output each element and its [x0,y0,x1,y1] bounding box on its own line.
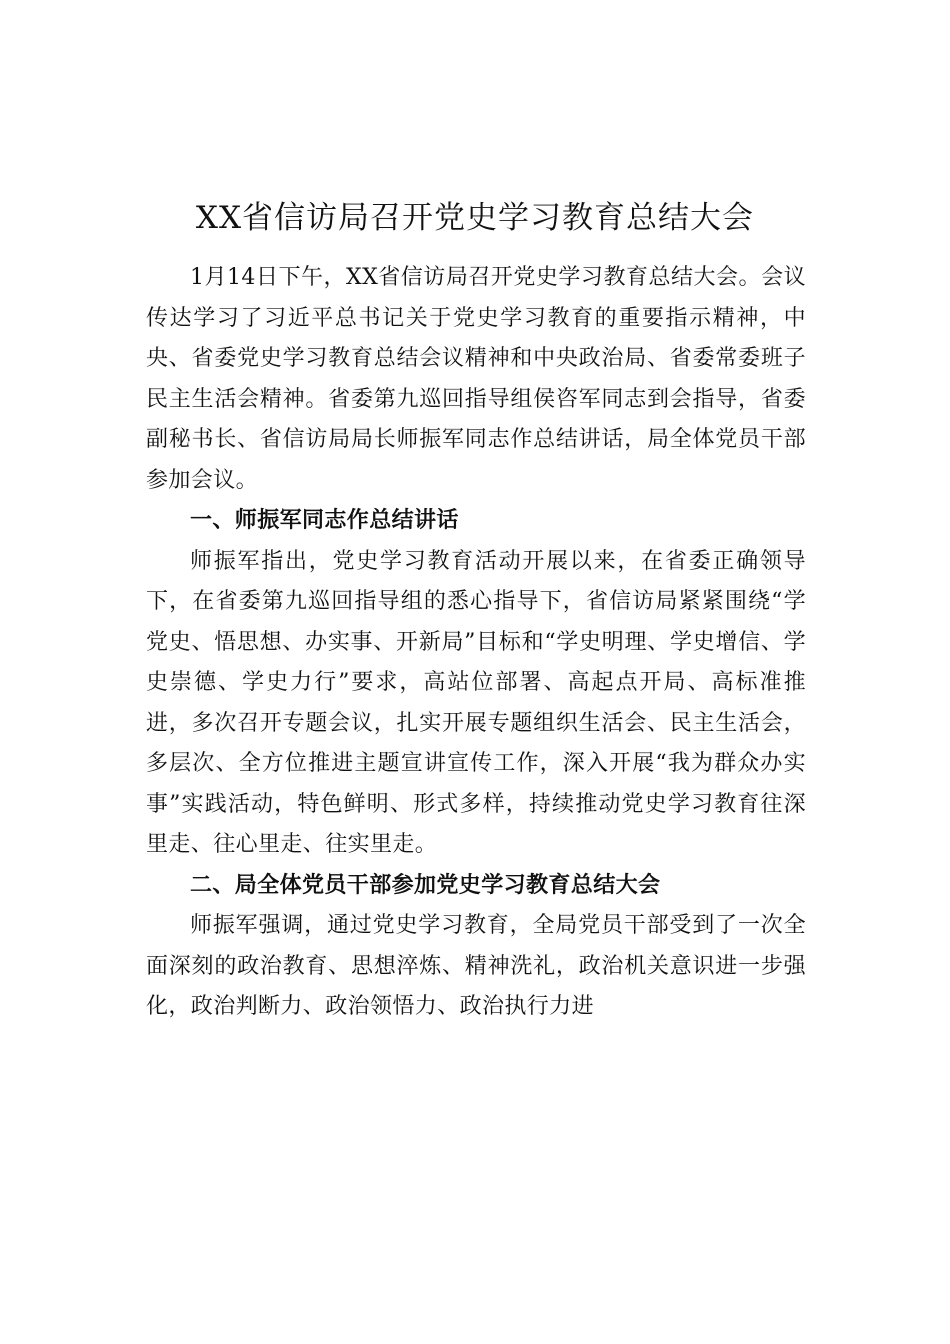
document-body [146,258,806,1028]
paragraph-emphasis: 师振军强调，通过党史学习教育，全局党员干部受到了一次全面深刻的政治教育、思想淬炼、精神洗礼，政治机关意识进一步强化，政治判断力、政治领悟力、政治执行力进 [146,913,806,1019]
document-title: XX省信访局召开党史学习教育总结大会 [195,200,755,236]
paragraph-summary: 师振军指出，党史学习教育活动开展以来，在省委正确领导下，在省委第九巡回指导组的悉心指导下，省信访局紧紧围绕“学党史、悟思想、办实事、开新局”目标和“学史明理、学史增信、学史崇德、学史力行”要求，高站位部署、高起点开局、高标准推进，多次召开专题会议，扎实开展专题组织生活会、民主生活会，多层次、全方位推进主题宣讲宣传工作，深入开展“我为群众办实事”实践活动，特色鲜明、形式多样，持续推动党史学习教育往深里走、往心里走、往实里走。 [146,548,806,857]
section-heading-1: 一、师振军同志作总结讲话 [190,508,459,533]
section-heading-2: 二、局全体党员干部参加党史学习教育总结大会 [190,872,661,898]
paragraph-intro: 1月14日下午，XX省信访局召开党史学习教育总结大会。会议传达学习了习近平总书记关于党史学习教育的重要指示精神，中央、省委党史学习教育总结会议精神和中央政治局、省委常委班子民主生活会精神。省委第九巡回指导组侯咨军同志到会指导，省委副秘书长、省信访局局长师振军同志作总结讲话，局全体党员干部参加会议。 [146,265,806,493]
